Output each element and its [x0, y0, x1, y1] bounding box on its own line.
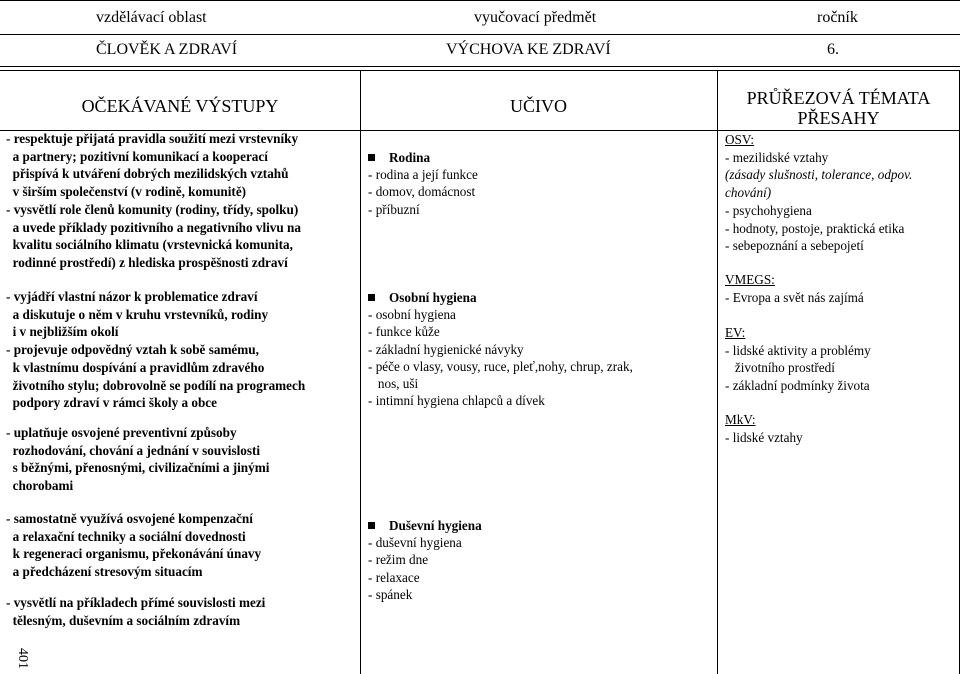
- outcome-line: i v nejbližším okolí: [6, 324, 119, 340]
- outcomes-group-5: [6, 594, 356, 629]
- grade-label: ročník: [817, 9, 858, 26]
- curriculum-dusevni-hygiena: [368, 517, 698, 603]
- themes-mkv: [725, 411, 955, 446]
- curriculum-item: - duševní hygiena: [368, 535, 462, 551]
- area-value: ČLOVĚK A ZDRAVÍ: [96, 41, 238, 58]
- outcome-line: v širším společenství (v rodině, komunitě): [6, 184, 247, 200]
- outcome-line: - vyjádří vlastní názor k problematice zdraví: [6, 289, 258, 304]
- outcome-line: - respektuje přijatá pravidla soužití mezi vrstevníky: [6, 131, 299, 146]
- theme-item: - základní podmínky života: [725, 378, 870, 394]
- curriculum-rodina: [368, 149, 698, 218]
- outcome-line: - projevuje odpovědný vztah k sobě samému,: [6, 342, 259, 358]
- header-bottom-border: [0, 66, 960, 67]
- curriculum-item: - domov, domácnost: [368, 184, 476, 200]
- vmegs-label: VMEGS:: [725, 272, 775, 287]
- outcome-line: - uplatňuje osvojené preventivní způsoby: [6, 425, 237, 440]
- outcome-line: chorobami: [6, 478, 74, 494]
- outcomes-group-4: [6, 510, 356, 581]
- outcome-line: - vysvětlí na příkladech přímé souvislosti mezi: [6, 595, 266, 610]
- ev-label: EV:: [725, 325, 746, 340]
- curriculum-title: UČIVO: [510, 96, 567, 116]
- outcome-line: a předcházení stresovým situacím: [6, 564, 203, 580]
- outcome-line: a relaxační techniky a sociální dovednosti: [6, 528, 246, 544]
- outcome-line: - samostatně využívá osvojené kompenzační: [6, 511, 253, 526]
- curriculum-item: - základní hygienické návyky: [368, 341, 524, 357]
- outcomes-group-2: [6, 288, 356, 412]
- curriculum-item: - intimní hygiena chlapců a dívek: [368, 393, 545, 409]
- curriculum-item: - osobní hygiena: [368, 307, 456, 323]
- osv-note: (zásady slušnosti, tolerance, odpov.: [725, 167, 913, 183]
- theme-item: - lidské aktivity a problémy: [725, 342, 871, 358]
- outcome-line: a partnery; pozitivní komunikací a kooperací: [6, 148, 268, 164]
- outcome-line: a uvede příklady pozitivního a negativního vlivu na: [6, 219, 301, 235]
- outcomes-group-3: [6, 424, 356, 495]
- page-number: 401: [15, 648, 30, 669]
- subject-label: vyučovací předmět: [474, 9, 597, 26]
- curriculum-item: - funkce kůže: [368, 324, 440, 340]
- outcome-line: tělesným, duševním a sociálním zdravím: [6, 612, 241, 628]
- dusevni-heading: Duševní hygiena: [368, 517, 698, 534]
- osv-note: chování): [725, 185, 772, 201]
- themes-vmegs: [725, 271, 955, 306]
- theme-item: - Evropa a svět nás zajímá: [725, 289, 864, 305]
- outcome-line: rodinné prostředí) z hlediska prospěšnosti zdraví: [6, 254, 288, 270]
- outcome-line: rozhodování, chování a jednání v souvislosti: [6, 442, 261, 458]
- theme-item: - mezilidské vztahy: [725, 149, 829, 165]
- curriculum-item: - režim dne: [368, 552, 429, 568]
- curriculum-item: - péče o vlasy, vousy, ruce, pleť,nohy, chrup, zrak,: [368, 358, 633, 374]
- rodina-heading: Rodina: [368, 149, 698, 166]
- outcome-line: s běžnými, přenosnými, civilizačními a jinými: [6, 460, 270, 476]
- hygiena-heading: Osobní hygiena: [368, 289, 698, 306]
- square-bullet-icon: [368, 522, 375, 529]
- outcome-line: podpory zdraví v rámci školy a obce: [6, 395, 217, 411]
- outcome-line: přispívá k utváření dobrých mezilidských vztahů: [6, 166, 289, 182]
- themes-osv: [725, 131, 955, 255]
- column-divider-1: [360, 70, 361, 674]
- outcomes-group-1: [6, 130, 356, 272]
- grade-value: 6.: [827, 41, 839, 58]
- curriculum-item: - rodina a její funkce: [368, 167, 478, 183]
- curriculum-item: - příbuzní: [368, 201, 420, 217]
- subject-value: VÝCHOVA KE ZDRAVÍ: [446, 41, 611, 58]
- header-divider: [0, 34, 960, 35]
- curriculum-item: nos, uši: [368, 376, 419, 392]
- outcomes-title: OČEKÁVANÉ VÝSTUPY: [81, 96, 279, 116]
- curriculum-item: - spánek: [368, 586, 413, 602]
- theme-item: - lidské vztahy: [725, 429, 803, 445]
- themes-title-1: PRŮŘEZOVÁ TÉMATA: [746, 88, 931, 108]
- theme-item: - sebepoznání a sebepojetí: [725, 238, 864, 254]
- table-top-border: [0, 70, 960, 71]
- header-top-border: [0, 0, 960, 1]
- curriculum-item: - relaxace: [368, 569, 420, 585]
- outcome-line: kvalitu sociálního klimatu (vrstevnická komunita,: [6, 237, 293, 253]
- theme-item: životního prostředí: [725, 360, 835, 376]
- curriculum-osobni-hygiena: [368, 289, 698, 409]
- outcome-line: k regeneraci organismu, překonávání únavy: [6, 546, 262, 562]
- outcome-line: a diskutuje o něm v kruhu vrstevníků, rodiny: [6, 306, 269, 322]
- square-bullet-icon: [368, 154, 375, 161]
- osv-label: OSV:: [725, 132, 755, 147]
- outcome-line: k vlastnímu dospívání a pravidlům zdravého: [6, 359, 265, 375]
- area-label: vzdělávací oblast: [96, 9, 207, 26]
- theme-item: - hodnoty, postoje, praktická etika: [725, 220, 905, 236]
- themes-title-2: PŘESAHY: [797, 108, 880, 128]
- mkv-label: MkV:: [725, 412, 756, 427]
- theme-item: - psychohygiena: [725, 202, 812, 218]
- column-divider-2: [717, 70, 718, 674]
- square-bullet-icon: [368, 294, 375, 301]
- themes-ev: [725, 324, 955, 395]
- outcome-line: - vysvětlí role členů komunity (rodiny, třídy, spolku): [6, 201, 299, 217]
- outcome-line: životního stylu; dobrovolně se podílí na programech: [6, 377, 306, 393]
